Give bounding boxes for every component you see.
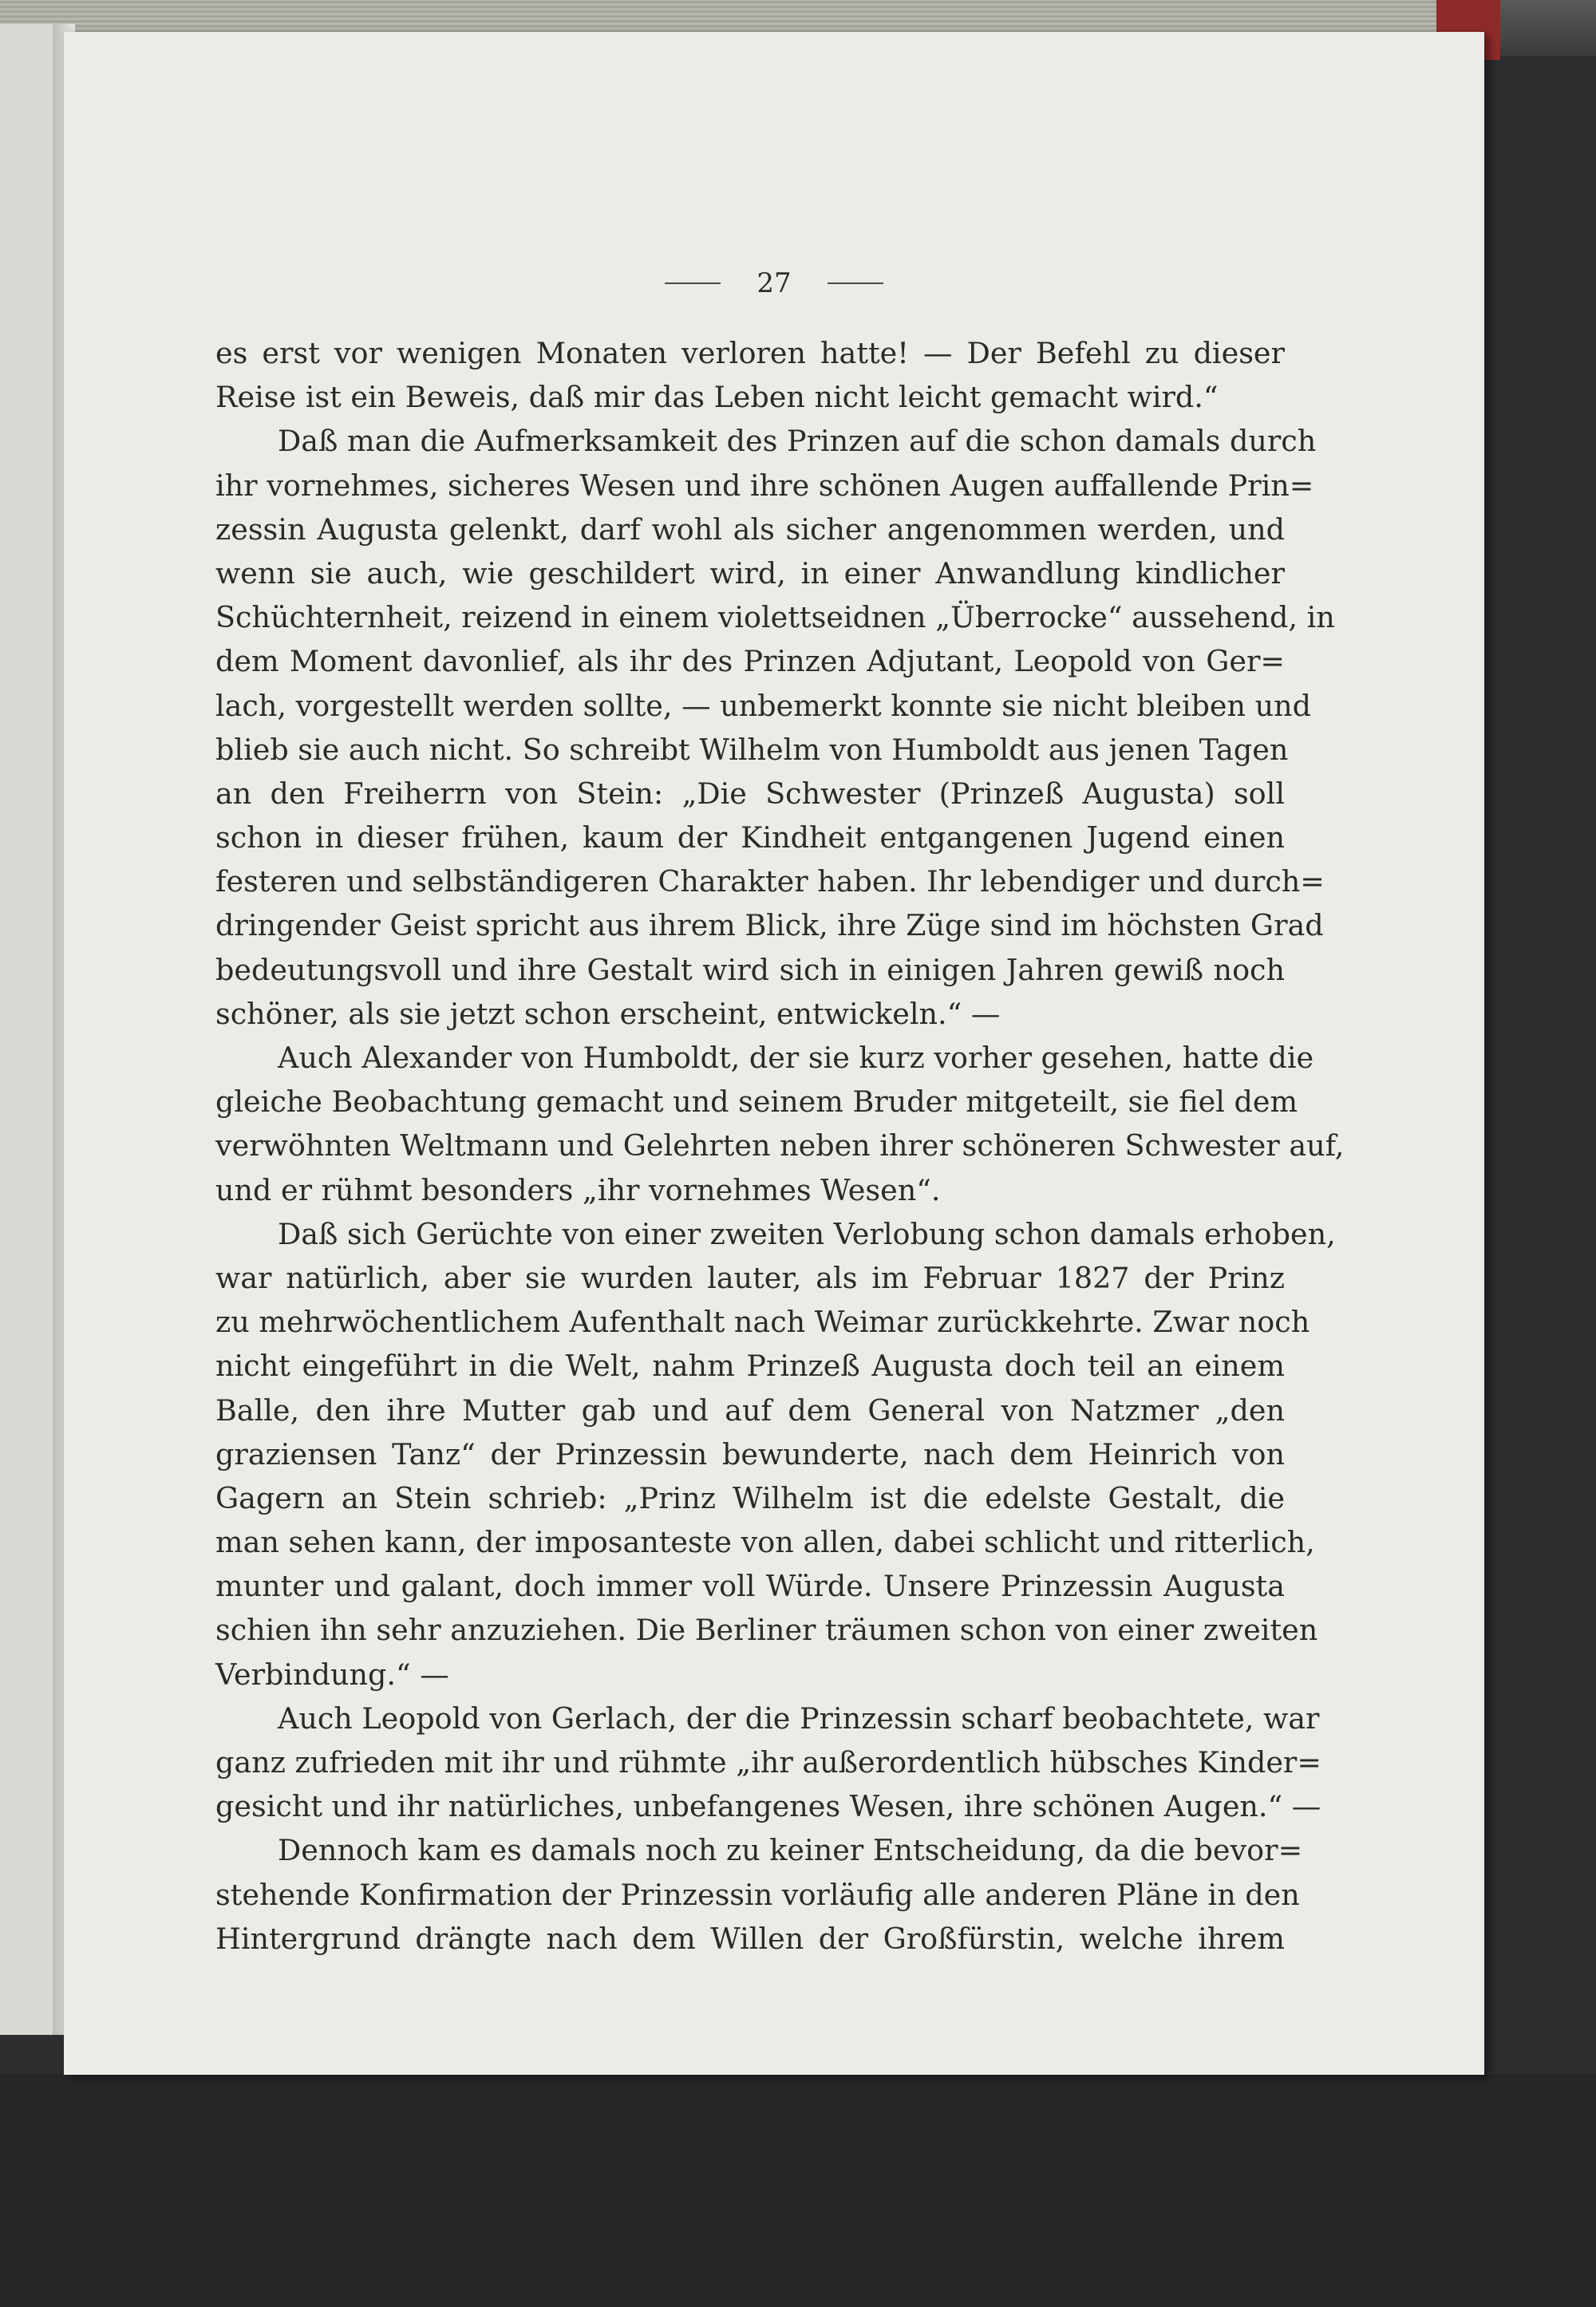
- backdrop-bottom: [0, 2075, 1596, 2307]
- header-rule-right: [828, 282, 883, 284]
- text-line: Balle, den ihre Mutter gab und auf dem General von Natzmer „den: [215, 1392, 1285, 1428]
- text-line: schien ihn sehr anzuziehen. Die Berliner träumen schon von einer zweiten: [215, 1613, 1318, 1648]
- text-line: Auch Alexander von Humboldt, der sie kurz vorher gesehen, hatte die: [278, 1041, 1314, 1075]
- body-text: [215, 331, 1345, 1961]
- text-line: dem Moment davonlief, als ihr des Prinzen Adjutant, Leopold von Ger=: [215, 644, 1285, 679]
- text-line: Dennoch kam es damals noch zu keiner Entscheidung, da die bevor=: [278, 1833, 1303, 1868]
- text-line: gesicht und ihr natürliches, unbefangenes Wesen, ihre schönen Augen.“ —: [215, 1789, 1321, 1824]
- book-page: [64, 32, 1484, 2075]
- text-line: munter und galant, doch immer voll Würde. Unsere Prinzessin Augusta: [215, 1569, 1285, 1604]
- text-line: gleiche Beobachtung gemacht und seinem Bruder mitgeteilt, sie fiel dem: [215, 1084, 1298, 1120]
- text-line: bedeutungsvoll und ihre Gestalt wird sich in einigen Jahren gewiß noch: [215, 952, 1285, 987]
- header-rule-left: [665, 282, 721, 284]
- text-line: Schüchternheit, reizend in einem violettseidnen „Überrocke“ aussehend, in: [215, 600, 1335, 635]
- text-line: Gagern an Stein schrieb: „Prinz Wilhelm ist die edelste Gestalt, die: [215, 1480, 1285, 1515]
- text-line: zessin Augusta gelenkt, darf wohl als sicher angenommen werden, und: [215, 512, 1285, 547]
- page-number: 27: [757, 267, 792, 299]
- text-line: man sehen kann, der imposanteste von allen, dabei schlicht und ritterlich,: [215, 1525, 1315, 1560]
- text-line: ganz zufrieden mit ihr und rühmte „ihr außerordentlich hübsches Kinder=: [215, 1745, 1321, 1780]
- text-line: blieb sie auch nicht. So schreibt Wilhelm von Humboldt aus jenen Tagen: [215, 732, 1289, 767]
- text-line: Reise ist ein Beweis, daß mir das Leben nicht leicht gemacht wird.“: [215, 380, 1219, 415]
- text-line: stehende Konfirmation der Prinzessin vorläufig alle anderen Pläne in den: [215, 1877, 1300, 1912]
- text-line: Daß sich Gerüchte von einer zweiten Verlobung schon damals erhoben,: [278, 1216, 1336, 1251]
- text-line: graziensen Tanz“ der Prinzessin bewunderte, nach dem Heinrich von: [215, 1436, 1285, 1472]
- text-line: Hintergrund drängte nach dem Willen der Großfürstin, welche ihrem: [215, 1921, 1285, 1956]
- text-line: Verbindung.“ —: [215, 1657, 449, 1692]
- text-line: Daß man die Aufmerksamkeit des Prinzen auf die schon damals durch: [278, 424, 1317, 459]
- text-line: festeren und selbständigeren Charakter haben. Ihr lebendiger und durch=: [215, 864, 1325, 899]
- text-line: lach, vorgestellt werden sollte, — unbemerkt konnte sie nicht bleiben und: [215, 688, 1311, 723]
- text-line: verwöhnten Weltmann und Gelehrten neben ihrer schöneren Schwester auf,: [215, 1128, 1345, 1163]
- text-line: an den Freiherrn von Stein: „Die Schwester (Prinzeß Augusta) soll: [215, 776, 1285, 811]
- text-line: nicht eingeführt in die Welt, nahm Prinzeß Augusta doch teil an einem: [215, 1349, 1285, 1384]
- text-line: schöner, als sie jetzt schon erscheint, entwickeln.“ —: [215, 996, 1001, 1031]
- text-line: zu mehrwöchentlichem Aufenthalt nach Weimar zurückkehrte. Zwar noch: [215, 1305, 1310, 1340]
- text-line: es erst vor wenigen Monaten verloren hatte! — Der Befehl zu dieser: [215, 336, 1285, 370]
- text-line: und er rühmt besonders „ihr vornehmes Wesen“.: [215, 1172, 941, 1207]
- text-line: Auch Leopold von Gerlach, der die Prinzessin scharf beobachtete, war: [278, 1701, 1320, 1736]
- text-line: wenn sie auch, wie geschildert wird, in einer Anwandlung kindlicher: [215, 555, 1285, 591]
- text-line: schon in dieser frühen, kaum der Kindheit entgangenen Jugend einen: [215, 820, 1285, 855]
- text-line: ihr vornehmes, sicheres Wesen und ihre schönen Augen auffallende Prin=: [215, 468, 1314, 503]
- text-line: war natürlich, aber sie wurden lauter, als im Februar 1827 der Prinz: [215, 1260, 1285, 1295]
- page-header: [64, 267, 1484, 299]
- text-line: dringender Geist spricht aus ihrem Blick, ihre Züge sind im höchsten Grad: [215, 908, 1324, 943]
